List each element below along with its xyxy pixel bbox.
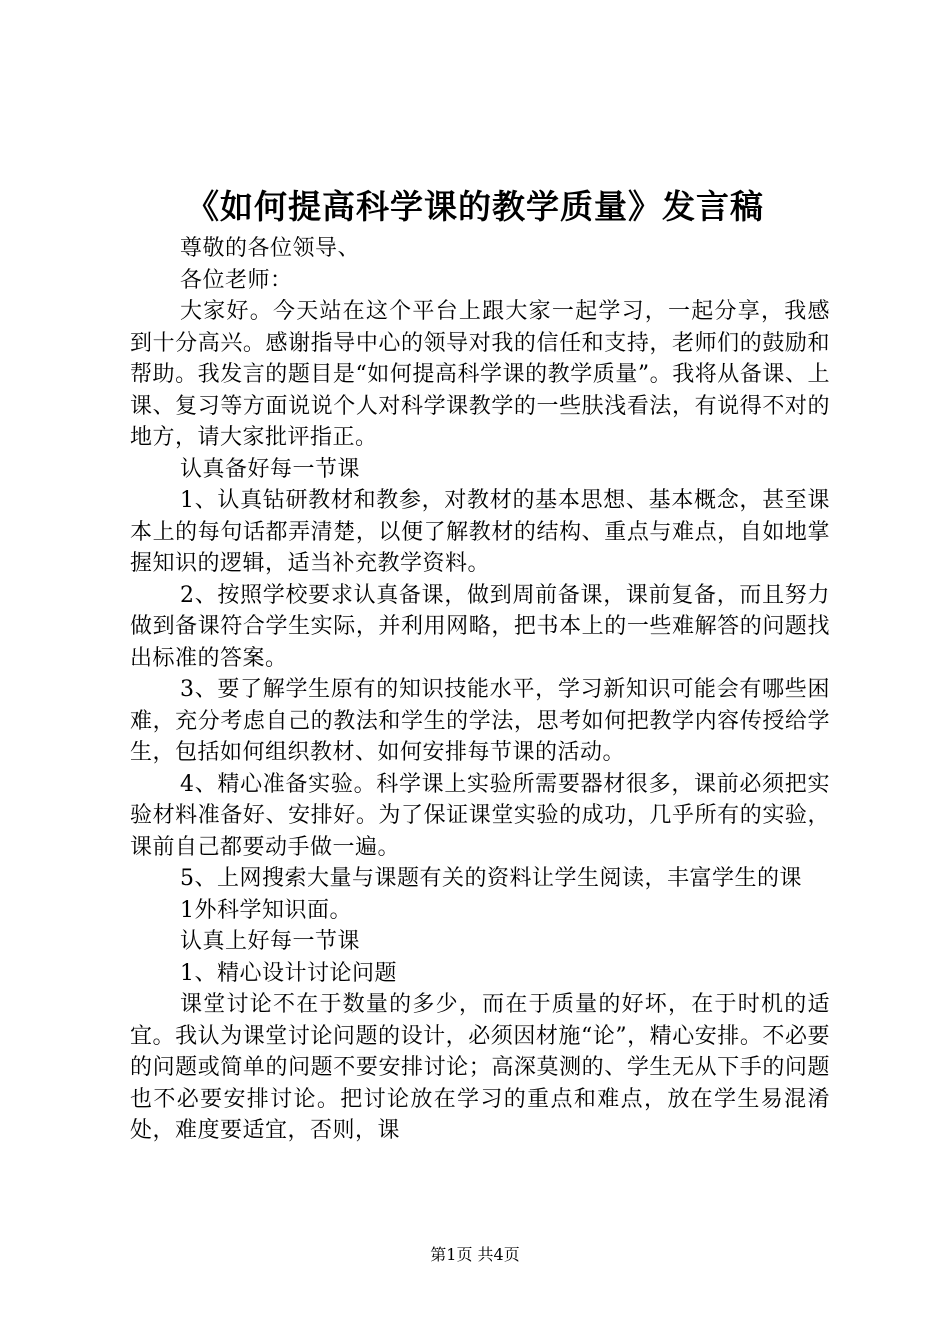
salutation-line-1: 尊敬的各位领导、: [180, 236, 361, 261]
paragraph-prepare-4: 4、精心准备实验。科学课上实验所需要器材很多，课前必须把实验材料准备好、安排好。为了保证课堂实验的成功，几乎所有的实验，课前自己都要动手做一遍。: [130, 771, 830, 860]
paragraph-discussion: 课堂讨论不在于数量的多少，而在于质量的好坏，在于时机的适宜。我认为课堂讨论问题的设计，必须因材施“论”，精心安排。不必要的问题或简单的问题不要安排讨论；高深莫测的、学生无从下手的问题也不必要安排讨论。把讨论放在学习的重点和难点，放在学生易混淆处，难度要适宜，否则，课: [130, 992, 830, 1143]
paragraph-prepare-3: 3、要了解学生原有的知识技能水平，学习新知识可能会有哪些困难，充分考虑自己的教法和学生的学法，思考如何把教学内容传授给学生，包括如何组织教材、如何安排每节课的活动。: [130, 677, 830, 765]
paragraph-prepare-5: 5、上网搜索大量与课题有关的资料让学生阅读，丰富学生的课: [180, 866, 802, 891]
document-title: 《如何提高科学课的教学质量》发言稿: [186, 187, 764, 226]
paragraph-prepare-2: 2、按照学校要求认真备课，做到周前备课，课前复备，而且努力做到备课符合学生实际，并利用网略，把书本上的一些难解答的问题找出标准的答案。: [130, 582, 830, 671]
intro-paragraph: 大家好。今天站在这个平台上跟大家一起学习，一起分享，我感到十分高兴。感谢指导中心的领导对我的信任和支持，老师们的鼓励和帮助。我发言的题目是“如何提高科学课的教学质量”。我将从备课、上课、复习等方面说说个人对科学课教学的一些肤浅看法，有说得不对的地方，请大家批评指正。: [130, 299, 830, 450]
section-heading-prepare: 认真备好每一节课: [180, 456, 361, 482]
paragraph-prepare-1: 1、认真钻研教材和教参，对教材的基本思想、基本概念，甚至课本上的每句话都弄清楚，以便了解教材的结构、重点与难点，自如地掌握知识的逻辑，适当补充教学资料。: [130, 488, 830, 576]
salutation-line-2: 各位老师：: [180, 267, 293, 293]
subheading-discussion: 1、精心设计讨论问题: [180, 960, 397, 986]
page-number-footer: 第1页 共4页: [430, 1245, 520, 1264]
paragraph-prepare-5-continued: 1外科学知识面。: [180, 897, 352, 923]
document-body: [130, 233, 830, 1147]
section-heading-teach: 认真上好每一节课: [180, 929, 361, 954]
